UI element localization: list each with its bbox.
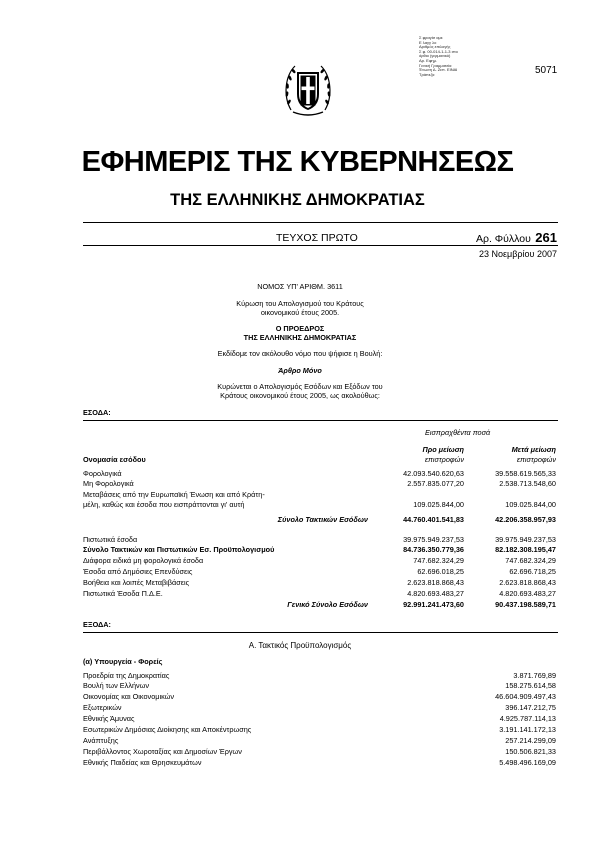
stamp-line: Αριθμός επιλογής — [419, 44, 451, 50]
row-label: Μη Φορολογικά — [83, 479, 134, 488]
table-row — [0, 725, 595, 735]
article-text: Κράτους οικονομικού έτους 2005, ως ακολούθως: — [220, 391, 380, 400]
row-amount: 150.506.821,33 — [505, 747, 556, 756]
row-label: Οικονομίας και Οικονομικών — [83, 692, 174, 701]
stamp-line: Ε λαγγ λο — [419, 39, 437, 45]
row-after: 2.538.713.548,60 — [499, 479, 556, 488]
table-row — [0, 556, 595, 566]
stamp-line: Αρ. Εφημ. — [419, 57, 438, 63]
table-row — [0, 578, 595, 588]
divider — [83, 222, 558, 223]
table-row — [0, 714, 595, 724]
table-row — [0, 490, 595, 500]
row-after: 2.623.818.868,43 — [499, 578, 556, 587]
expenses-heading: ΕΞΟΔΑ: — [83, 620, 111, 629]
row-amount: 158.275.614,58 — [505, 681, 556, 690]
row-after: 747.682.324,29 — [505, 556, 556, 565]
table-row — [0, 692, 595, 702]
table-row — [0, 703, 595, 713]
table-row — [0, 589, 595, 599]
row-amount: 3.871.769,89 — [513, 671, 556, 680]
law-title: ΝΟΜΟΣ ΥΠ' ΑΡΙΘΜ. 3611 — [257, 282, 343, 291]
subtotal-label: Σύνολο Τακτικών Εσόδων — [277, 515, 368, 524]
row-label: Περιβάλλοντος Χωροταξίας και Δημοσίων Έργων — [83, 747, 242, 756]
row-before: 2.623.818.868,43 — [407, 578, 464, 587]
row-before: 84.736.350.779,36 — [403, 545, 464, 554]
row-after: 82.182.308.195,47 — [495, 545, 556, 554]
revenue-heading: ΕΣΟΔΑ: — [83, 408, 111, 417]
president-heading: ΤΗΣ ΕΛΛΗΝΙΚΗΣ ΔΗΜΟΚΡΑΤΙΑΣ — [243, 333, 357, 342]
stamp-block — [419, 36, 479, 77]
section-heading: Α. Τακτικός Προϋπολογισμός — [248, 641, 352, 650]
row-amount: 257.214.299,09 — [505, 736, 556, 745]
row-label: Βοήθεια και λοιπές Μεταβιβάσεις — [83, 578, 190, 587]
row-label: Εθνικής Παιδείας και Θρησκευμάτων — [83, 758, 202, 767]
row-after: 109.025.844,00 — [505, 500, 556, 509]
promulgation-text: Εκδίδομε τον ακόλουθο νόμο που ψήφισε η Βουλή: — [217, 349, 383, 358]
stamp-line: Γενική Γραμματεία — [419, 62, 452, 68]
president-heading: Ο ΠΡΟΕΔΡΟΣ — [275, 324, 325, 333]
row-before: 109.025.844,00 — [413, 500, 464, 509]
page-title: ΕΦΗΜΕΡΙΣ ΤΗΣ ΚΥΒΕΡΝΗΣΕΩΣ — [81, 146, 514, 178]
row-label: μέλη, καθώς και έσοδα που εισπράττονται γι' αυτή — [83, 500, 245, 509]
sheet-label: Αρ. Φύλλου — [475, 233, 531, 245]
row-label: Μεταβάσεις από την Ευρωπαϊκή Ένωση και από Κράτη- — [83, 490, 265, 499]
stamp-line: Σ φ. 00-014-1-1-3 στο — [419, 48, 458, 54]
row-label: Προεδρία της Δημοκρατίας — [83, 671, 170, 680]
row-after: 62.696.718,25 — [509, 567, 556, 576]
name-header: Ονομασία εσόδου — [83, 455, 146, 464]
divider — [83, 420, 558, 421]
stamp-line: Σ φραγίσ αμε — [419, 35, 443, 40]
row-label: Ανάπτυξης — [83, 736, 119, 745]
row-before: 4.820.693.483,27 — [407, 589, 464, 598]
row-amount: 46.604.909.497,43 — [495, 692, 556, 701]
row-label: Πιστωτικά έσοδα — [83, 535, 138, 544]
divider — [83, 632, 558, 633]
col-after-header: Μετά μείωση — [511, 445, 556, 454]
law-description: Κύρωση του Απολογισμού του Κράτους — [236, 299, 364, 308]
row-after: 4.820.693.483,27 — [499, 589, 556, 598]
row-after: 39.558.619.565,33 — [495, 469, 556, 478]
page-number: 5071 — [535, 65, 558, 76]
col-before-header: Προ μείωση — [422, 445, 464, 454]
collected-header: Εισπραχθέντα ποσά — [425, 428, 491, 437]
stamp-line: όρθιο (γερμανικό) — [419, 53, 451, 59]
row-amount: 3.191.141.172,13 — [499, 725, 556, 734]
grand-total-after: 90.437.198.589,71 — [495, 600, 556, 609]
law-description: οικονομικού έτους 2005. — [260, 308, 340, 317]
row-label: Φορολογικά — [83, 469, 122, 478]
col-before-header: επιστροφών — [424, 455, 464, 464]
row-label: Εθνικής Άμυνας — [83, 714, 135, 723]
article-text: Κυρώνεται ο Απολογισμός Εσόδων και Εξόδων του — [217, 382, 383, 391]
article-heading: Άρθρο Μόνο — [278, 366, 322, 375]
table-row — [0, 681, 595, 691]
table-row — [0, 535, 595, 545]
table-row — [0, 671, 595, 681]
row-label: Βουλή των Ελλήνων — [83, 681, 150, 690]
table-row — [0, 545, 595, 555]
col-after-header: επιστροφών — [516, 455, 556, 464]
row-before: 747.682.324,29 — [413, 556, 464, 565]
row-label: Εσωτερικών Δημόσιας Διοίκησης και Αποκέντρωσης — [83, 725, 252, 734]
table-row — [0, 736, 595, 746]
issue-date: 23 Νοεμβρίου 2007 — [479, 249, 557, 259]
row-amount: 4.925.787.114,13 — [499, 714, 556, 723]
row-label: Εξωτερικών — [83, 703, 122, 712]
row-label: Διάφορα ειδικά μη φορολογικά έσοδα — [83, 556, 204, 565]
row-before: 2.557.835.077,20 — [407, 479, 464, 488]
table-row — [0, 567, 595, 577]
row-before: 39.975.949.237,53 — [403, 535, 464, 544]
row-amount: 5.498.496.169,09 — [499, 758, 556, 767]
divider — [83, 245, 558, 246]
table-row — [0, 469, 595, 479]
table-row — [0, 500, 595, 510]
stamp-line: Ένωση Δ. Ζεπ. ΕΙΝΑΙ — [419, 67, 458, 73]
table-row — [0, 758, 595, 768]
subtotal-before: 44.760.401.541,83 — [403, 515, 464, 524]
subtotal-after: 42.206.358.957,93 — [495, 515, 556, 524]
grand-total-row — [0, 600, 595, 610]
stamp-line: Τράπεζα — [419, 71, 435, 77]
row-label: Έσοδα από Δημόσιες Επενδύσεις — [83, 567, 193, 576]
row-before: 62.696.018,25 — [417, 567, 464, 576]
page-subtitle: ΤΗΣ ΕΛΛΗΝΙΚΗΣ ΔΗΜΟΚΡΑΤΙΑΣ — [170, 191, 425, 209]
grand-total-before: 92.991.241.473,60 — [403, 600, 464, 609]
row-label: Πιστωτικά Έσοδα Π.Δ.Ε. — [83, 589, 163, 598]
row-label: Σύνολο Τακτικών και Πιστωτικών Εσ. Προϋπολογισμού — [83, 545, 275, 554]
subsection-heading: (α) Υπουργεία - Φορείς — [83, 657, 163, 666]
sheet-number: 261 — [535, 230, 557, 245]
greek-coat-of-arms-icon — [283, 58, 333, 120]
row-before: 42.093.540.620,63 — [403, 469, 464, 478]
subtotal-row — [0, 515, 595, 525]
table-row — [0, 479, 595, 489]
grand-total-label: Γενικό Σύνολο Εσόδων — [287, 600, 368, 609]
table-row — [0, 747, 595, 757]
issue-label: ΤΕΥΧΟΣ ΠΡΩΤΟ — [276, 232, 358, 244]
row-after: 39.975.949.237,53 — [495, 535, 556, 544]
row-amount: 396.147.212,75 — [505, 703, 556, 712]
